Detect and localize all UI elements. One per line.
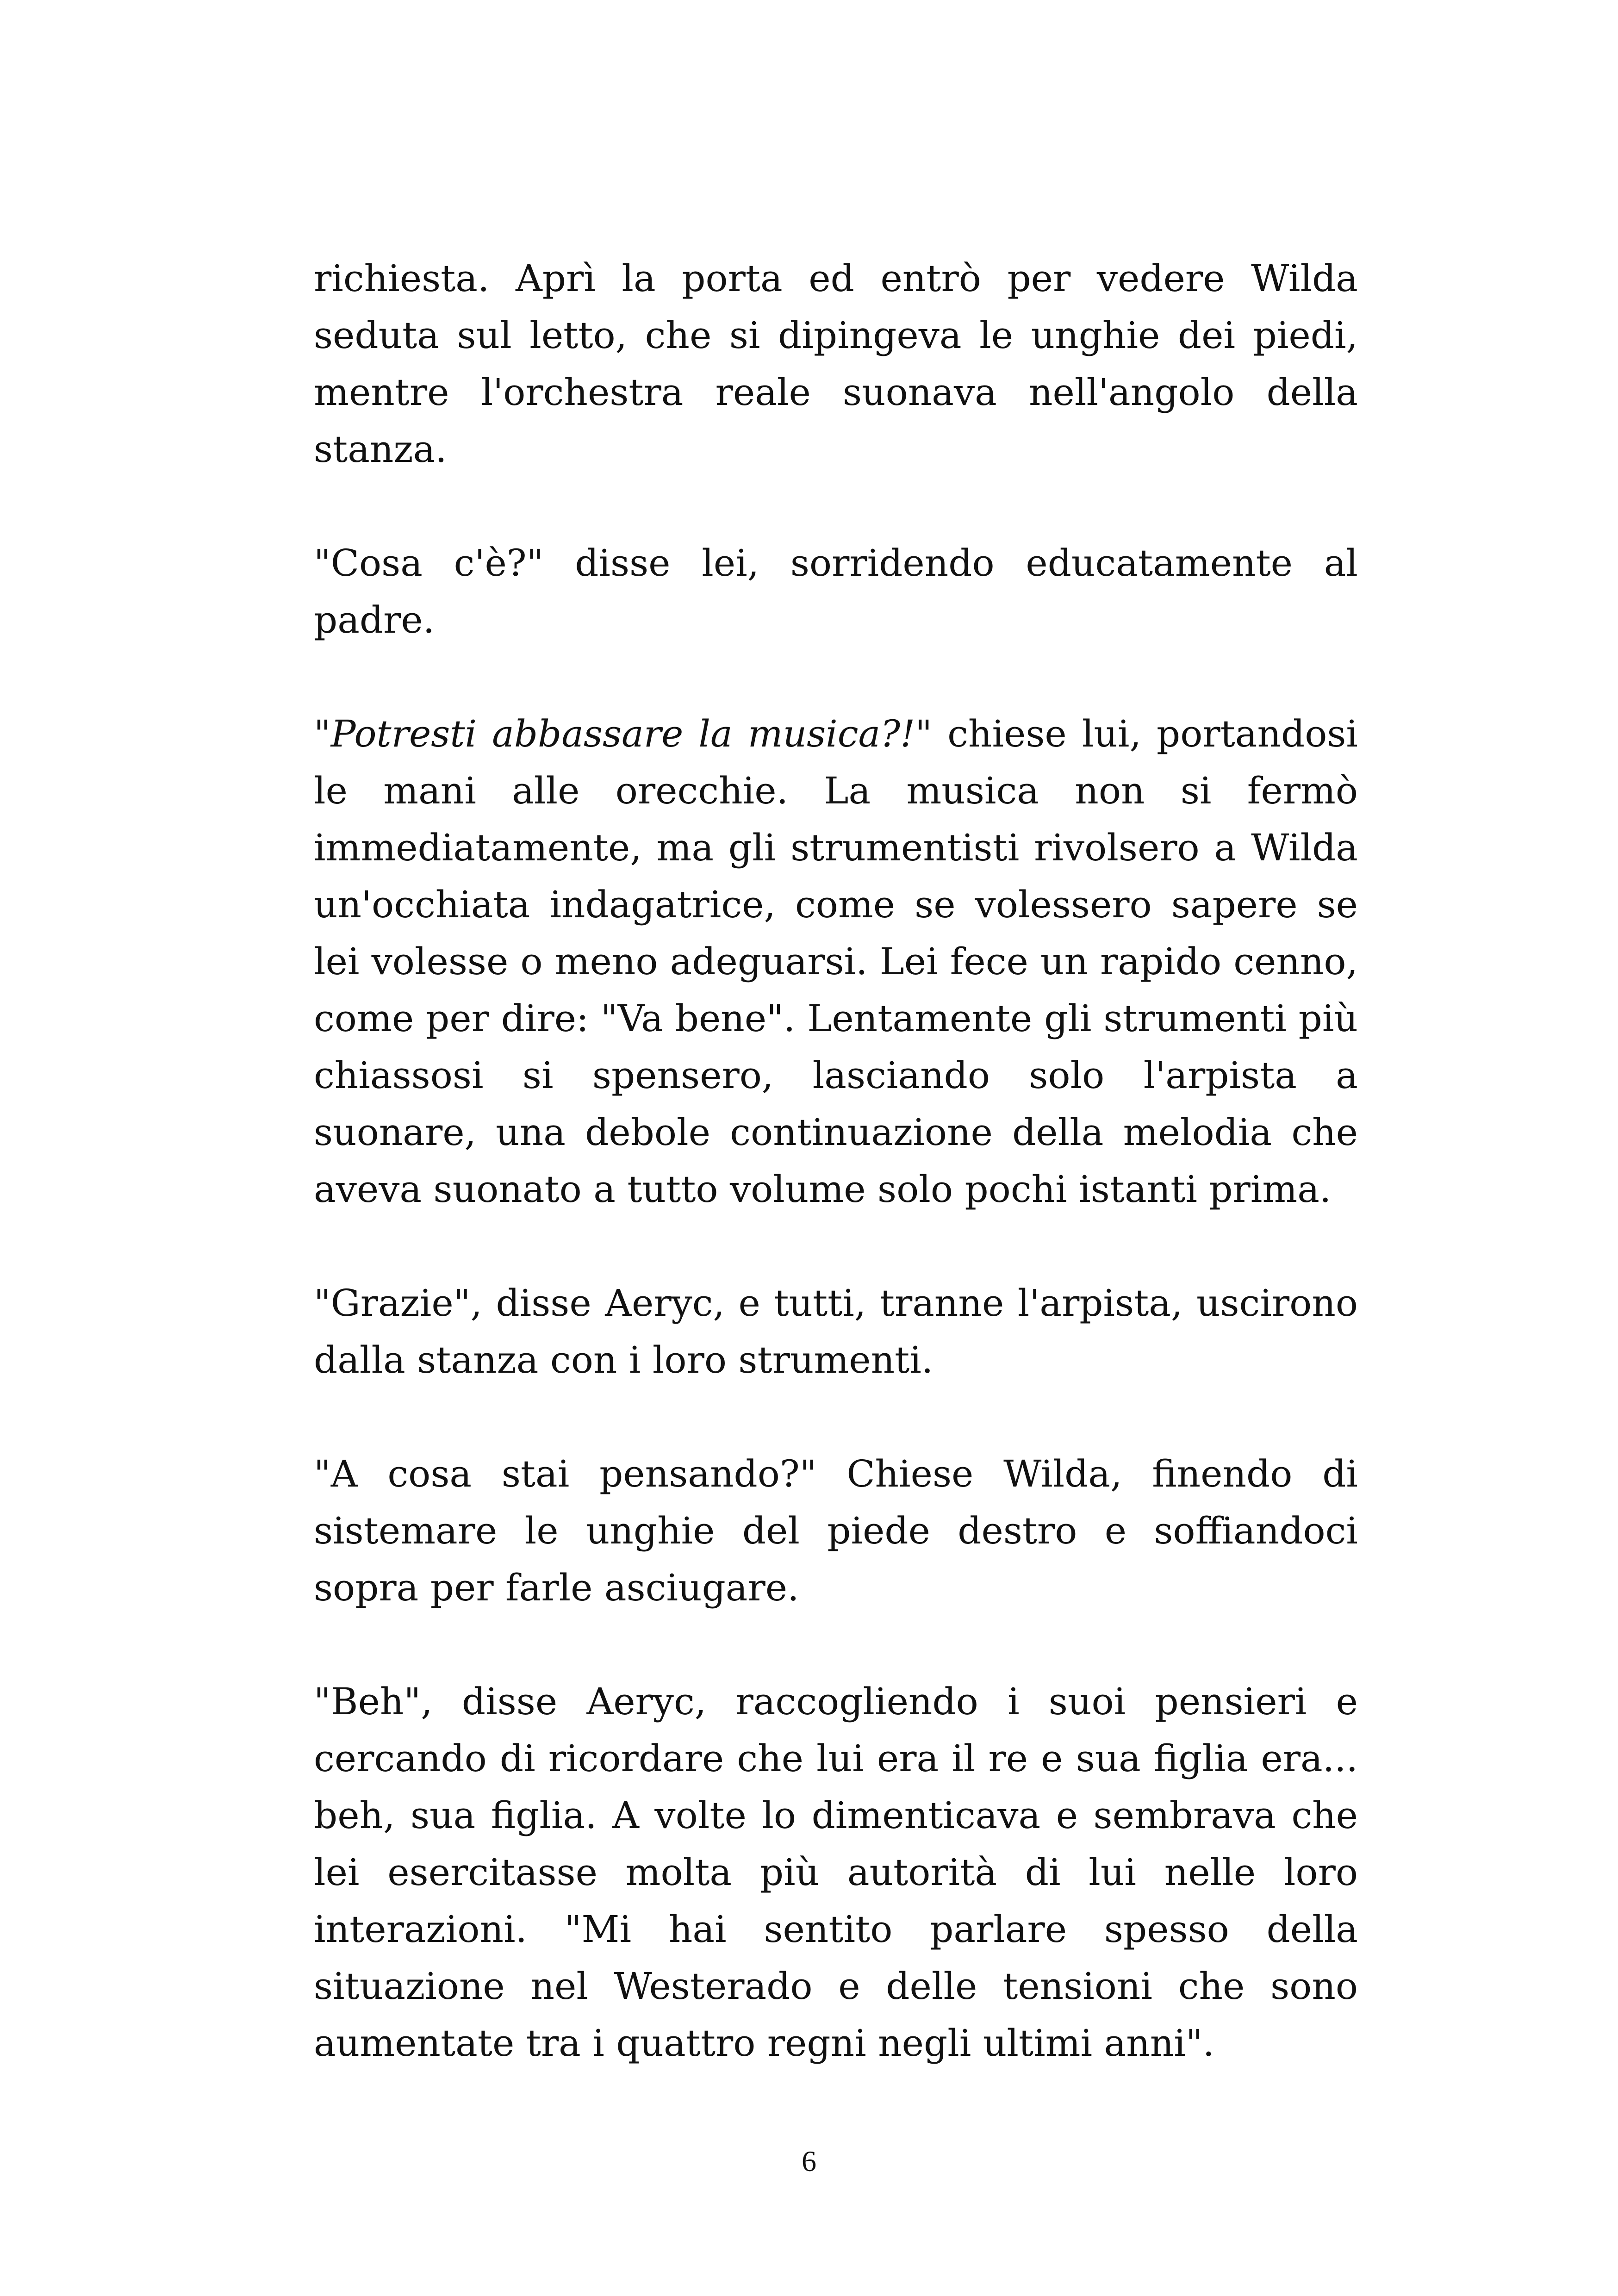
paragraph-1-text: richiesta. Aprì la porta ed entrò per vedere Wilda seduta sul letto, che si dipingeva le unghie dei piedi, mentre l'orchestra reale suonava nell'angolo della stanza. [314, 257, 1358, 471]
paragraph-2-text: "Cosa c'è?" disse lei, sorridendo educatamente al padre. [314, 541, 1358, 641]
paragraph-4-text: "Grazie", disse Aeryc, e tutti, tranne l'arpista, uscirono dalla stanza con i loro strumenti. [314, 1282, 1358, 1381]
paragraph-5 [314, 1445, 1358, 1616]
page-number: 6 [802, 2145, 816, 2178]
paragraph-1 [314, 250, 1358, 478]
body-text [314, 250, 1358, 2128]
paragraph-6-text: "Beh", disse Aeryc, raccogliendo i suoi pensieri e cercando di ricordare che lui era il re e sua figlia era... beh, sua figlia. A volte lo dimenticava e sembrava che lei esercitasse molta più autorità di lui nelle loro interazioni. "Mi hai sentito parlare spesso della situazione nel Westerado e delle tensioni che sono aumentate tra i quattro regni negli ultimi anni". [314, 1680, 1358, 2065]
paragraph-3-italic-quote: "Potresti abbassare la musica?!" [314, 712, 933, 755]
paragraph-3-text: chiese lui, portandosi le mani alle orecchie. La musica non si fermò immediatamente, ma gli strumentisti rivolsero a Wilda un'occhiata indagatrice, come se volessero sapere se lei volesse o meno adeguarsi. Lei fece un rapido cenno, come per dire: "Va bene". Lentamente gli strumenti più chiassosi si spensero, lasciando solo l'arpista a suonare, una debole continuazione della melodia che aveva suonato a tutto volume solo pochi istanti prima. [314, 712, 1358, 1211]
paragraph-5-text: "A cosa stai pensando?" Chiese Wilda, finendo di sistemare le unghie del piede destro e soffiandoci sopra per farle asciugare. [314, 1452, 1358, 1609]
paragraph-2 [314, 535, 1358, 648]
paragraph-3 [314, 705, 1358, 1218]
paragraph-6 [314, 1673, 1358, 2072]
paragraph-4 [314, 1275, 1358, 1388]
